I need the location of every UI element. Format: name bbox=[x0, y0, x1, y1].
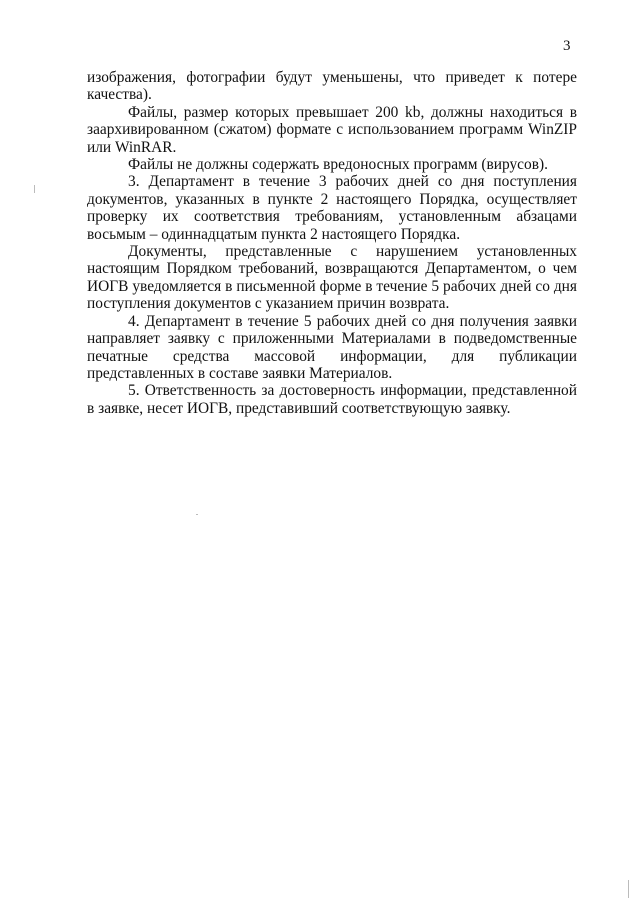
paragraph-image-quality: изображения, фотографии будут уменьшены, что приведет к потере качества). bbox=[87, 69, 577, 104]
paragraph-no-viruses: Файлы не должны содержать вредоносных программ (вирусов). bbox=[128, 156, 548, 174]
paragraph-point-4: 4. Департамент в течение 5 рабочих дней со дня получения заявки направляет заявку с приложенными Материалами в подведомственные печатные средства массовой информации, для публикации представленных в составе заявки Материалов. bbox=[87, 312, 577, 382]
paragraph-point-3: 3. Департамент в течение 3 рабочих дней со дня поступления документов, указанных в пункте 2 настоящего Порядка, осуществляет проверку их соответствия требованиям, установленным абзацами восьмым – одиннадцатым пункта 2 настоящего Порядка. bbox=[87, 173, 577, 243]
page-number: 3 bbox=[563, 38, 571, 54]
paragraph-point-5: 5. Ответственность за достоверность информации, представленной в заявке, несет ИОГВ, представивший соответствующую заявку. bbox=[87, 382, 577, 417]
paragraph-file-size: Файлы, размер которых превышает 200 kb, должны находиться в заархивированном (сжатом) формате с использованием программ WinZIP или WinRAR. bbox=[87, 103, 577, 156]
document-body bbox=[87, 69, 577, 417]
scan-artifact-middle bbox=[196, 514, 198, 515]
paragraph-returned-documents: Документы, представленные с нарушением установленных настоящим Порядком требований, возвращаются Департаментом, о чем ИОГВ уведомляется в письменной форме в течение 5 рабочих дней со дня поступления документов с указанием причин возврата. bbox=[87, 243, 577, 313]
scan-artifact-left bbox=[34, 185, 35, 193]
scan-artifact-right bbox=[628, 880, 629, 898]
